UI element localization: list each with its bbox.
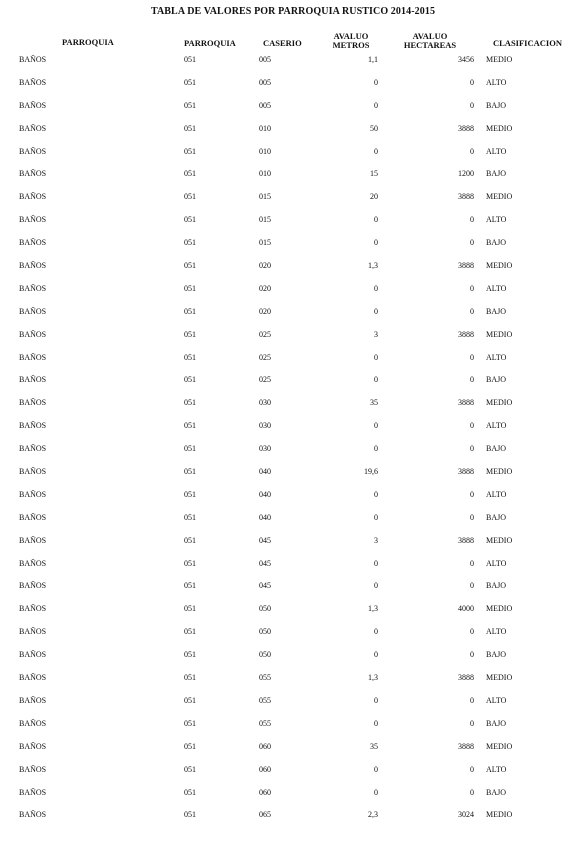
cell-clasificacion: ALTO [486, 764, 507, 774]
cell-parroquia-code: 051 [184, 238, 196, 248]
cell-avaluo-metros: 0 [374, 764, 378, 774]
table-row [0, 168, 586, 191]
table-row [0, 580, 586, 603]
cell-parroquia-code: 051 [184, 741, 196, 751]
cell-clasificacion: BAJO [486, 306, 507, 316]
cell-clasificacion: ALTO [486, 146, 507, 156]
cell-caserio: 025 [259, 375, 271, 385]
cell-avaluo-metros: 19,6 [364, 467, 378, 477]
cell-avaluo-metros: 0 [374, 650, 378, 660]
table-row [0, 603, 586, 626]
cell-parroquia-code: 051 [184, 398, 196, 408]
cell-caserio: 010 [259, 123, 271, 133]
table-row [0, 718, 586, 741]
cell-avaluo-metros: 0 [374, 787, 378, 797]
cell-avaluo-hectareas: 3888 [458, 329, 474, 339]
header-caserio: CASERIO [263, 38, 302, 48]
table-row [0, 466, 586, 489]
cell-parroquia-code: 051 [184, 467, 196, 477]
cell-caserio: 005 [259, 100, 271, 110]
cell-avaluo-metros: 1,3 [368, 261, 378, 271]
cell-parroquia-code: 051 [184, 489, 196, 499]
header-parroquia-name: PARROQUIA [62, 37, 114, 47]
cell-avaluo-hectareas: 0 [470, 306, 474, 316]
cell-caserio: 055 [259, 695, 271, 705]
cell-parroquia: BAÑOS [19, 100, 47, 110]
table-row [0, 443, 586, 466]
cell-avaluo-hectareas: 0 [470, 764, 474, 774]
cell-avaluo-metros: 0 [374, 718, 378, 728]
cell-avaluo-hectareas: 0 [470, 444, 474, 454]
cell-parroquia: BAÑOS [19, 558, 47, 568]
cell-avaluo-metros: 20 [370, 192, 378, 202]
cell-parroquia-code: 051 [184, 352, 196, 362]
cell-caserio: 055 [259, 673, 271, 683]
cell-caserio: 030 [259, 444, 271, 454]
cell-avaluo-metros: 0 [374, 695, 378, 705]
table-row [0, 535, 586, 558]
table-row [0, 489, 586, 512]
cell-avaluo-metros: 1,1 [368, 55, 378, 64]
cell-avaluo-metros: 0 [374, 581, 378, 591]
cell-avaluo-hectareas: 3888 [458, 192, 474, 202]
cell-parroquia-code: 051 [184, 581, 196, 591]
cell-parroquia: BAÑOS [19, 192, 47, 202]
cell-clasificacion: MEDIO [486, 329, 513, 339]
cell-avaluo-metros: 0 [374, 238, 378, 248]
cell-parroquia: BAÑOS [19, 215, 47, 225]
cell-parroquia: BAÑOS [19, 398, 47, 408]
cell-parroquia: BAÑOS [19, 787, 47, 797]
cell-caserio: 060 [259, 741, 271, 751]
cell-parroquia: BAÑOS [19, 375, 47, 385]
cell-parroquia: BAÑOS [19, 238, 47, 248]
cell-avaluo-hectareas: 0 [470, 558, 474, 568]
cell-avaluo-metros: 0 [374, 375, 378, 385]
cell-clasificacion: MEDIO [486, 535, 513, 545]
cell-parroquia-code: 051 [184, 55, 196, 64]
cell-parroquia: BAÑOS [19, 512, 47, 522]
cell-caserio: 010 [259, 169, 271, 179]
cell-avaluo-metros: 1,3 [368, 604, 378, 614]
cell-parroquia-code: 051 [184, 329, 196, 339]
cell-parroquia: BAÑOS [19, 535, 47, 545]
cell-parroquia: BAÑOS [19, 810, 47, 820]
cell-parroquia: BAÑOS [19, 329, 47, 339]
cell-avaluo-hectareas: 3888 [458, 535, 474, 545]
cell-avaluo-hectareas: 3888 [458, 741, 474, 751]
cell-parroquia-code: 051 [184, 512, 196, 522]
cell-avaluo-hectareas: 1200 [458, 169, 474, 179]
cell-parroquia-code: 051 [184, 146, 196, 156]
cell-avaluo-hectareas: 0 [470, 489, 474, 499]
cell-avaluo-metros: 0 [374, 77, 378, 87]
cell-avaluo-metros: 0 [374, 352, 378, 362]
cell-parroquia-code: 051 [184, 215, 196, 225]
header-clasificacion: CLASIFICACION [493, 38, 562, 48]
cell-caserio: 005 [259, 77, 271, 87]
cell-caserio: 020 [259, 261, 271, 271]
cell-clasificacion: BAJO [486, 169, 507, 179]
cell-avaluo-hectareas: 0 [470, 718, 474, 728]
cell-parroquia: BAÑOS [19, 352, 47, 362]
page-title: TABLA DE VALORES POR PARROQUIA RUSTICO 2014-2015 [150, 6, 436, 17]
cell-clasificacion: MEDIO [486, 604, 513, 614]
cell-clasificacion: MEDIO [486, 810, 513, 820]
header-avaluo-metros-line2: METROS [332, 40, 370, 50]
cell-parroquia: BAÑOS [19, 261, 47, 271]
table-row [0, 397, 586, 420]
cell-caserio: 010 [259, 146, 271, 156]
cell-parroquia: BAÑOS [19, 146, 47, 156]
table-row [0, 283, 586, 306]
table-row [0, 695, 586, 718]
cell-avaluo-metros: 35 [370, 398, 378, 408]
cell-clasificacion: ALTO [486, 352, 507, 362]
cell-avaluo-hectareas: 3456 [458, 55, 474, 64]
cell-avaluo-metros: 0 [374, 489, 378, 499]
cell-avaluo-metros: 35 [370, 741, 378, 751]
cell-clasificacion: BAJO [486, 787, 507, 797]
cell-avaluo-metros: 1,3 [368, 673, 378, 683]
cell-caserio: 050 [259, 604, 271, 614]
cell-avaluo-metros: 0 [374, 558, 378, 568]
cell-caserio: 060 [259, 764, 271, 774]
cell-avaluo-hectareas: 0 [470, 215, 474, 225]
cell-avaluo-metros: 15 [370, 169, 378, 179]
cell-avaluo-metros: 3 [374, 535, 378, 545]
cell-avaluo-hectareas: 3888 [458, 673, 474, 683]
cell-caserio: 015 [259, 192, 271, 202]
cell-clasificacion: BAJO [486, 718, 507, 728]
table-row [0, 260, 586, 283]
cell-parroquia-code: 051 [184, 558, 196, 568]
cell-parroquia-code: 051 [184, 604, 196, 614]
cell-parroquia-code: 051 [184, 100, 196, 110]
cell-clasificacion: ALTO [486, 421, 507, 431]
table-row [0, 512, 586, 535]
cell-avaluo-hectareas: 0 [470, 787, 474, 797]
cell-parroquia: BAÑOS [19, 764, 47, 774]
cell-avaluo-metros: 2,3 [368, 810, 378, 820]
cell-caserio: 020 [259, 283, 271, 293]
cell-caserio: 030 [259, 421, 271, 431]
cell-caserio: 060 [259, 787, 271, 797]
cell-parroquia: BAÑOS [19, 604, 47, 614]
cell-avaluo-hectareas: 0 [470, 512, 474, 522]
cell-parroquia-code: 051 [184, 421, 196, 431]
cell-clasificacion: BAJO [486, 100, 507, 110]
cell-avaluo-hectareas: 0 [470, 77, 474, 87]
cell-caserio: 045 [259, 558, 271, 568]
cell-avaluo-hectareas: 3888 [458, 467, 474, 477]
cell-avaluo-metros: 3 [374, 329, 378, 339]
cell-avaluo-hectareas: 0 [470, 627, 474, 637]
cell-caserio: 040 [259, 489, 271, 499]
cell-clasificacion: MEDIO [486, 673, 513, 683]
cell-caserio: 025 [259, 352, 271, 362]
table-row [0, 191, 586, 214]
cell-parroquia-code: 051 [184, 169, 196, 179]
table-row [0, 809, 586, 832]
cell-clasificacion: MEDIO [486, 467, 513, 477]
cell-avaluo-metros: 50 [370, 123, 378, 133]
table-row [0, 558, 586, 581]
cell-avaluo-hectareas: 0 [470, 100, 474, 110]
cell-caserio: 045 [259, 581, 271, 591]
cell-parroquia-code: 051 [184, 650, 196, 660]
cell-avaluo-hectareas: 4000 [458, 604, 474, 614]
cell-parroquia-code: 051 [184, 718, 196, 728]
header-avaluo-hectareas [400, 32, 460, 50]
table-row [0, 672, 586, 695]
table-row [0, 237, 586, 260]
cell-clasificacion: MEDIO [486, 55, 513, 64]
cell-avaluo-hectareas: 0 [470, 650, 474, 660]
cell-parroquia: BAÑOS [19, 741, 47, 751]
cell-parroquia: BAÑOS [19, 123, 47, 133]
header-avaluo-hectareas-line2: HECTAREAS [403, 40, 457, 50]
cell-caserio: 020 [259, 306, 271, 316]
table-row [0, 329, 586, 352]
cell-caserio: 030 [259, 398, 271, 408]
cell-parroquia-code: 051 [184, 123, 196, 133]
cell-caserio: 045 [259, 535, 271, 545]
cell-caserio: 040 [259, 512, 271, 522]
table-row [0, 374, 586, 397]
cell-caserio: 015 [259, 238, 271, 248]
cell-clasificacion: ALTO [486, 77, 507, 87]
cell-avaluo-metros: 0 [374, 306, 378, 316]
table-row [0, 649, 586, 672]
header-avaluo-metros [326, 32, 376, 50]
cell-avaluo-hectareas: 0 [470, 146, 474, 156]
cell-caserio: 065 [259, 810, 271, 820]
cell-parroquia: BAÑOS [19, 695, 47, 705]
cell-avaluo-hectareas: 3888 [458, 123, 474, 133]
cell-clasificacion: MEDIO [486, 123, 513, 133]
cell-avaluo-metros: 0 [374, 444, 378, 454]
cell-parroquia: BAÑOS [19, 169, 47, 179]
cell-clasificacion: ALTO [486, 627, 507, 637]
cell-clasificacion: ALTO [486, 695, 507, 705]
cell-clasificacion: BAJO [486, 444, 507, 454]
header-avaluo-metros-line1: AVALUO [333, 31, 369, 41]
cell-parroquia: BAÑOS [19, 627, 47, 637]
cell-caserio: 040 [259, 467, 271, 477]
cell-parroquia-code: 051 [184, 673, 196, 683]
cell-clasificacion: BAJO [486, 512, 507, 522]
cell-parroquia: BAÑOS [19, 718, 47, 728]
table-row [0, 54, 586, 77]
cell-clasificacion: MEDIO [486, 741, 513, 751]
table-row [0, 626, 586, 649]
cell-avaluo-metros: 0 [374, 100, 378, 110]
cell-caserio: 050 [259, 650, 271, 660]
table-row [0, 146, 586, 169]
cell-parroquia-code: 051 [184, 77, 196, 87]
cell-avaluo-hectareas: 0 [470, 421, 474, 431]
cell-avaluo-metros: 0 [374, 512, 378, 522]
cell-caserio: 050 [259, 627, 271, 637]
cell-clasificacion: BAJO [486, 238, 507, 248]
cell-clasificacion: BAJO [486, 581, 507, 591]
table-row [0, 787, 586, 810]
cell-parroquia: BAÑOS [19, 421, 47, 431]
cell-parroquia-code: 051 [184, 695, 196, 705]
table-row [0, 123, 586, 146]
cell-avaluo-hectareas: 0 [470, 283, 474, 293]
table-row [0, 214, 586, 237]
cell-avaluo-hectareas: 0 [470, 375, 474, 385]
cell-parroquia: BAÑOS [19, 55, 47, 64]
cell-clasificacion: ALTO [486, 283, 507, 293]
cell-parroquia: BAÑOS [19, 673, 47, 683]
cell-avaluo-metros: 0 [374, 146, 378, 156]
table-row [0, 764, 586, 787]
cell-clasificacion: ALTO [486, 489, 507, 499]
cell-caserio: 055 [259, 718, 271, 728]
cell-avaluo-metros: 0 [374, 627, 378, 637]
cell-parroquia-code: 051 [184, 627, 196, 637]
cell-parroquia: BAÑOS [19, 306, 47, 316]
cell-parroquia: BAÑOS [19, 77, 47, 87]
table-row [0, 741, 586, 764]
cell-avaluo-metros: 0 [374, 421, 378, 431]
cell-parroquia: BAÑOS [19, 581, 47, 591]
cell-clasificacion: MEDIO [486, 192, 513, 202]
table-row [0, 352, 586, 375]
table-row [0, 306, 586, 329]
cell-parroquia: BAÑOS [19, 467, 47, 477]
cell-avaluo-hectareas: 0 [470, 238, 474, 248]
cell-parroquia-code: 051 [184, 444, 196, 454]
cell-clasificacion: BAJO [486, 650, 507, 660]
cell-caserio: 025 [259, 329, 271, 339]
cell-avaluo-metros: 0 [374, 283, 378, 293]
cell-parroquia-code: 051 [184, 283, 196, 293]
cell-clasificacion: ALTO [486, 215, 507, 225]
cell-parroquia-code: 051 [184, 764, 196, 774]
table-row [0, 77, 586, 100]
cell-parroquia-code: 051 [184, 375, 196, 385]
cell-parroquia: BAÑOS [19, 489, 47, 499]
cell-parroquia: BAÑOS [19, 444, 47, 454]
cell-parroquia: BAÑOS [19, 650, 47, 660]
cell-clasificacion: MEDIO [486, 398, 513, 408]
cell-parroquia-code: 051 [184, 810, 196, 820]
cell-avaluo-hectareas: 0 [470, 695, 474, 705]
cell-clasificacion: ALTO [486, 558, 507, 568]
cell-parroquia-code: 051 [184, 787, 196, 797]
cell-parroquia-code: 051 [184, 192, 196, 202]
cell-caserio: 015 [259, 215, 271, 225]
table-row [0, 100, 586, 123]
cell-clasificacion: BAJO [486, 375, 507, 385]
table-row [0, 420, 586, 443]
cell-parroquia: BAÑOS [19, 283, 47, 293]
cell-avaluo-hectareas: 3888 [458, 261, 474, 271]
cell-avaluo-hectareas: 3888 [458, 398, 474, 408]
cell-avaluo-hectareas: 0 [470, 581, 474, 591]
cell-avaluo-hectareas: 0 [470, 352, 474, 362]
cell-parroquia-code: 051 [184, 535, 196, 545]
cell-caserio: 005 [259, 55, 271, 64]
cell-clasificacion: MEDIO [486, 261, 513, 271]
table-body [0, 54, 586, 832]
cell-avaluo-metros: 0 [374, 215, 378, 225]
cell-avaluo-hectareas: 3024 [458, 810, 474, 820]
header-avaluo-hectareas-line1: AVALUO [412, 31, 448, 41]
header-parroquia-code: PARROQUIA [184, 38, 236, 48]
cell-parroquia-code: 051 [184, 306, 196, 316]
cell-parroquia-code: 051 [184, 261, 196, 271]
